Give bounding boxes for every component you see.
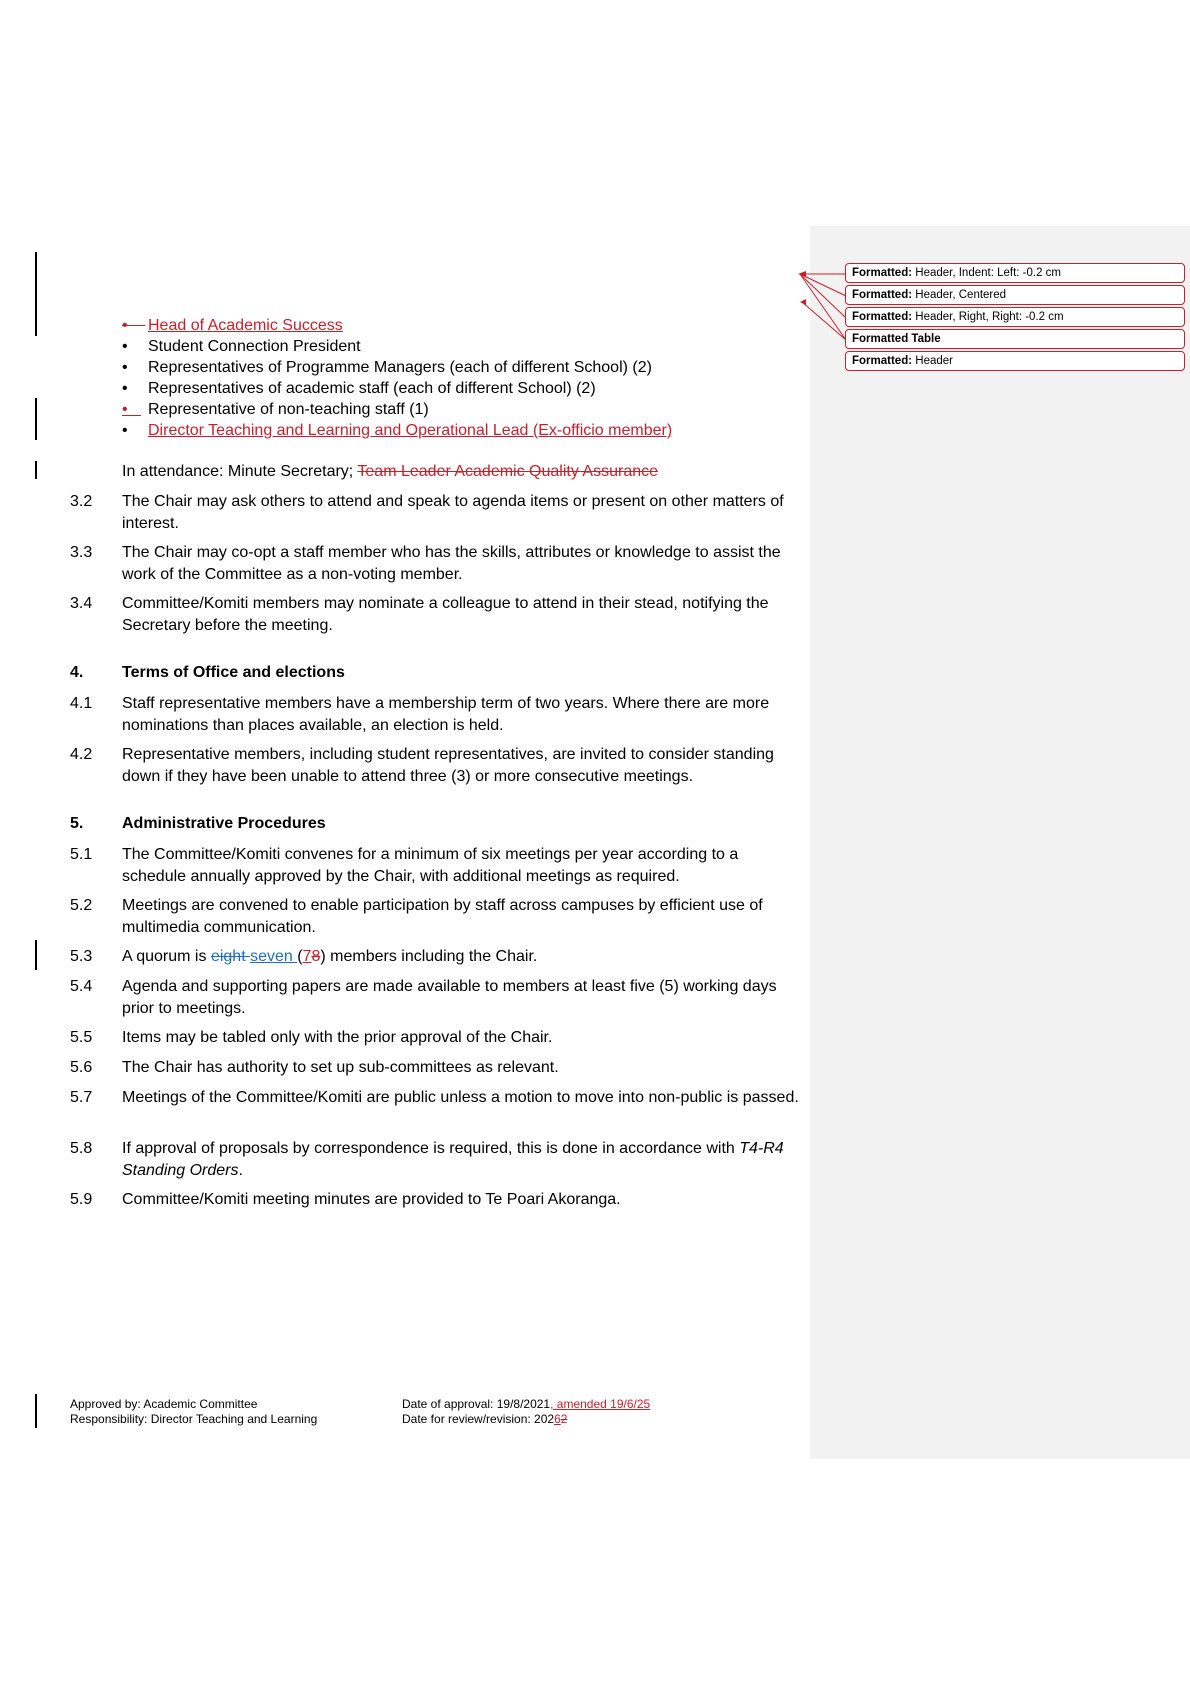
list-item: • Representatives of academic staff (each of different School) (2) <box>122 380 596 397</box>
bullet-icon: • <box>122 317 146 334</box>
footer-date-review: Date for review/revision: 20262 <box>402 1412 568 1426</box>
clause-5-4: 5.4 Agenda and supporting papers are made available to members at least five (5) working days prior to meetings. <box>70 978 777 1017</box>
balloon-formatted-1[interactable]: Formatted: Header, Indent: Left: -0.2 cm <box>845 263 1185 283</box>
section-heading: 4. Terms of Office and elections <box>70 664 345 681</box>
footer-approved-by: Approved by: Academic Committee <box>70 1397 258 1411</box>
clause-5-6: 5.6 The Chair has authority to set up sub-committees as relevant. <box>70 1059 559 1076</box>
balloon-formatted-table[interactable]: Formatted Table <box>845 329 1185 349</box>
balloon-formatted-3[interactable]: Formatted: Header, Right, Right: -0.2 cm <box>845 307 1185 327</box>
clause-3-3: 3.3 The Chair may co-opt a staff member who has the skills, attributes or knowledge to assist the work of the Committee as a non-voting member. <box>70 544 781 583</box>
bullet-icon: • <box>122 401 141 418</box>
list-item: • Head of Academic Success <box>122 317 343 334</box>
clause-5-3: 5.3 A quorum is eight seven (78) members including the Chair. <box>70 948 538 965</box>
clause-5-2: 5.2 Meetings are convened to enable participation by staff across campuses by efficient use of multimedia communication. <box>70 897 763 936</box>
clause-5-8: 5.8 If approval of proposals by correspondence is required, this is done in accordance with T4-R4 Standing Orders. <box>70 1140 784 1179</box>
balloon-formatted-5[interactable]: Formatted: Header <box>845 351 1185 371</box>
change-bar <box>35 461 37 479</box>
bullet-icon: • <box>122 359 128 376</box>
clause-3-4: 3.4 Committee/Komiti members may nominate a colleague to attend in their stead, notifying the Secretary before the meeting. <box>70 595 769 634</box>
list-item: • Student Connection President <box>122 338 361 355</box>
list-item: • Representatives of Programme Managers (each of different School) (2) <box>122 359 652 376</box>
change-bar <box>35 398 37 440</box>
clause-3-2: 3.2 The Chair may ask others to attend and speak to agenda items or present on other matters of interest. <box>70 493 784 532</box>
clause-5-7: 5.7 Meetings of the Committee/Komiti are public unless a motion to move into non-public is passed. <box>70 1089 799 1106</box>
balloon-connectors <box>790 260 850 370</box>
clause-5-1: 5.1 The Committee/Komiti convenes for a minimum of six meetings per year according to a schedule annually approved by the Chair, with additional meetings as required. <box>70 846 739 885</box>
change-bar <box>35 252 37 336</box>
bullet-icon: • <box>122 338 128 355</box>
clause-4-2: 4.2 Representative members, including student representatives, are invited to consider standing down if they have been unable to attend three (3) or more consecutive meetings. <box>70 746 774 785</box>
clause-5-9: 5.9 Committee/Komiti meeting minutes are provided to Te Poari Akoranga. <box>70 1191 621 1208</box>
balloon-formatted-2[interactable]: Formatted: Header, Centered <box>845 285 1185 305</box>
list-item: • Director Teaching and Learning and Operational Lead (Ex-officio member) <box>122 422 673 439</box>
clause-4-1: 4.1 Staff representative members have a membership term of two years. Where there are more nominations than places available, an election is held. <box>70 695 770 734</box>
bullet-icon: • <box>122 422 128 439</box>
list-item: • Representative of non-teaching staff (1) <box>122 401 429 418</box>
change-bar <box>35 1394 37 1428</box>
footer-date-approval: Date of approval: 19/8/2021, amended 19/6/25 <box>402 1397 651 1411</box>
attendance-line: In attendance: Minute Secretary; Team Leader Academic Quality Assurance <box>122 463 659 480</box>
change-bar <box>35 940 37 970</box>
footer-responsibility: Responsibility: Director Teaching and Learning <box>70 1412 318 1426</box>
bullet-icon: • <box>122 380 128 397</box>
clause-5-5: 5.5 Items may be tabled only with the prior approval of the Chair. <box>70 1029 553 1046</box>
markup-pane <box>810 226 1190 1459</box>
section-heading: 5. Administrative Procedures <box>70 815 326 832</box>
